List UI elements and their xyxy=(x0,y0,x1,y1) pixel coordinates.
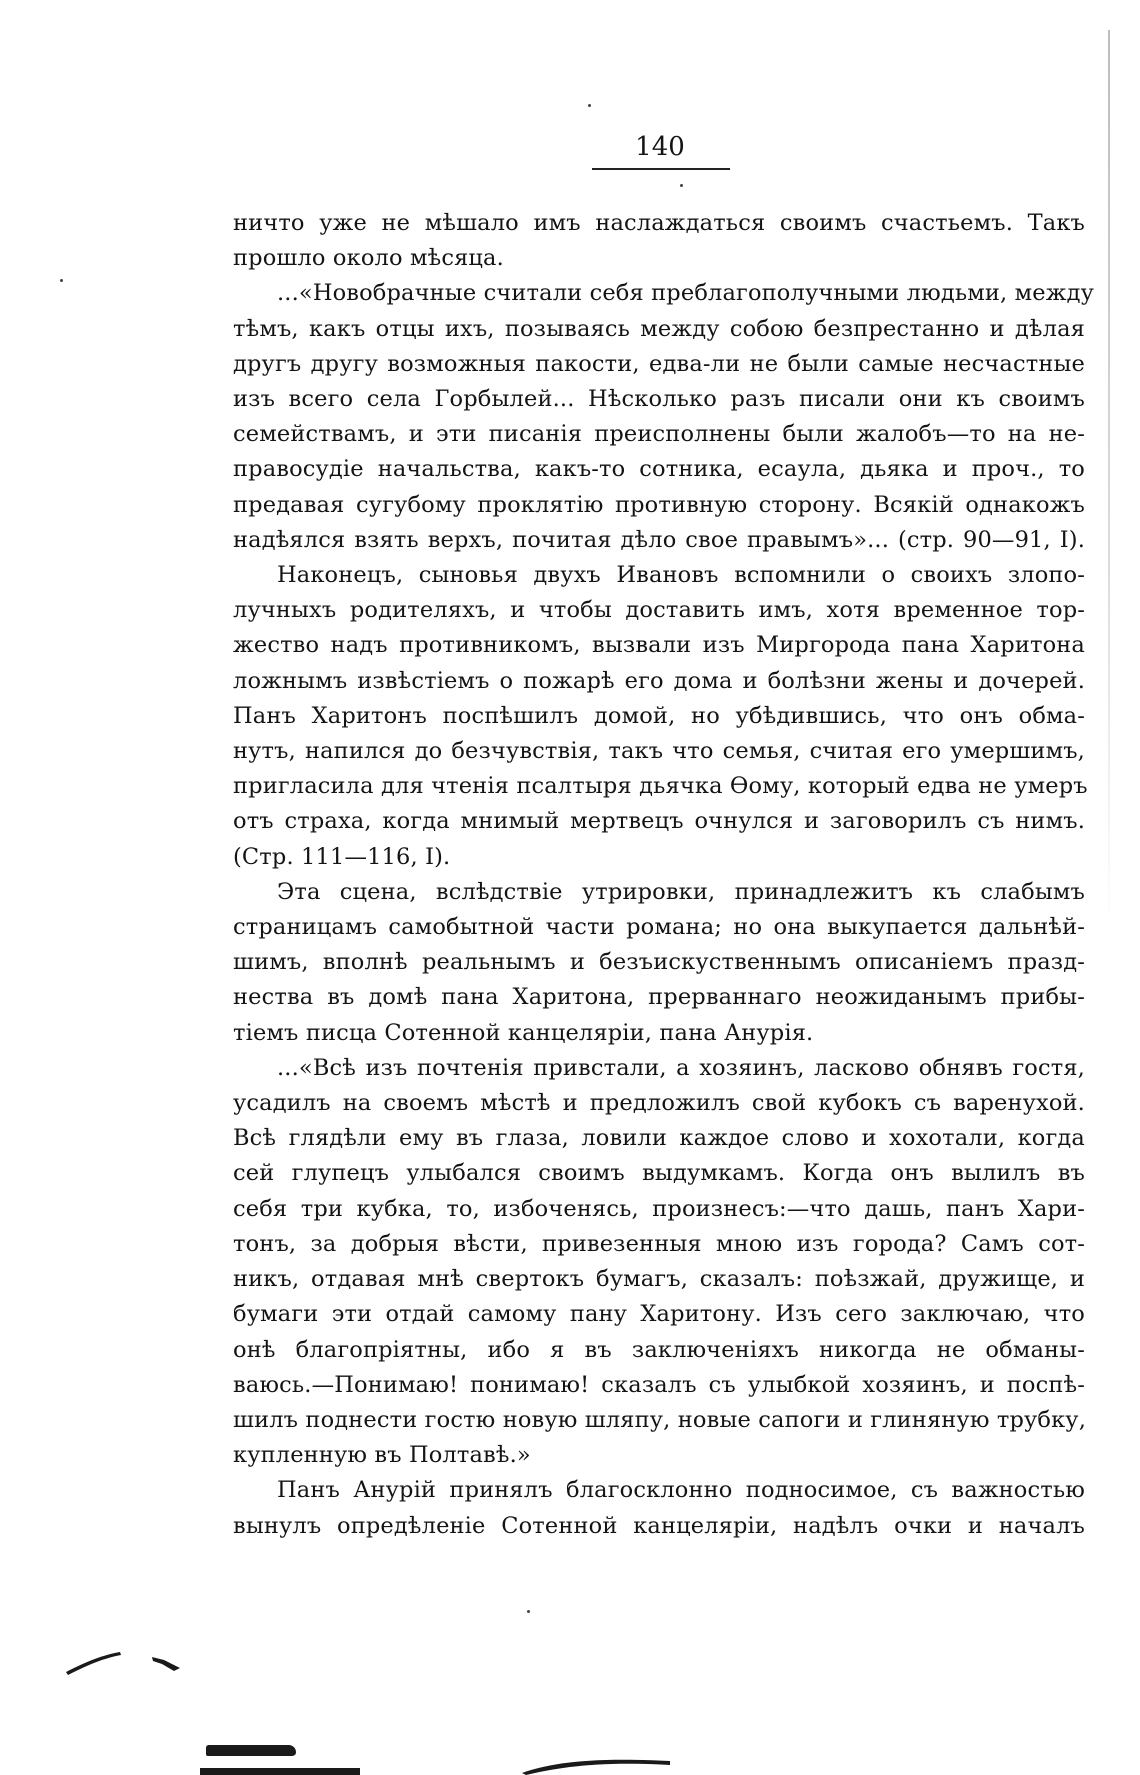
text-line: шимъ, вполнѣ реальнымъ и безъискуственнымъ описаніемъ празд- xyxy=(233,949,1085,976)
text-line: изъ всего села Горбылей... Нѣсколько разъ писали они къ своимъ xyxy=(233,386,1085,413)
scan-speck xyxy=(527,1610,530,1613)
text-line: тонъ, за добрыя вѣсти, привезенныя мною изъ города? Самъ сот- xyxy=(233,1230,1085,1257)
text-line: ...«Всѣ изъ почтенія привстали, а хозяинъ, ласково обнявъ гостя, xyxy=(277,1054,1085,1081)
text-line: прошло около мѣсяца. xyxy=(233,245,504,272)
text-line: Панъ Харитонъ поспѣшилъ домой, но убѣдившись, что онъ обма- xyxy=(233,702,1085,729)
scan-speck xyxy=(60,279,63,282)
scan-bottom-edge xyxy=(200,1768,360,1775)
text-line: усадилъ на своемъ мѣстѣ и предложилъ свой кубокъ съ варенухой. xyxy=(233,1090,1085,1117)
text-line: жество надъ противникомъ, вызвали изъ Миргорода пана Харитона xyxy=(233,632,1085,659)
text-line: Всѣ глядѣли ему въ глаза, ловили каждое слово и хохотали, когда xyxy=(233,1125,1085,1152)
text-line: тѣмъ, какъ отцы ихъ, позываясь между собою безпрестанно и дѣлая xyxy=(233,315,1085,342)
text-line: сей глупецъ улыбался своимъ выдумкамъ. Когда онъ вылилъ въ xyxy=(233,1160,1085,1187)
body-text xyxy=(233,206,1095,1544)
text-line: тіемъ писца Сотенной канцеляріи, пана Анурія. xyxy=(233,1019,814,1046)
text-line: надѣялся взять верхъ, почитая дѣло свое правымъ»... (стр. 90—91, I). xyxy=(233,526,1085,553)
text-line: себя три кубка, то, избоченясь, произнесъ:—что дашь, панъ Хари- xyxy=(233,1195,1085,1222)
scan-speck xyxy=(588,104,591,107)
text-line: семействамъ, и эти писанія преисполнены были жалобъ—то на не- xyxy=(233,421,1085,448)
text-line: (Стр. 111—116, I). xyxy=(233,843,451,870)
text-line: Наконецъ, сыновья двухъ Ивановъ вспомнили о своихъ злопо- xyxy=(277,562,1085,589)
text-line: онѣ благопріятны, ибо я въ заключеніяхъ никогда не обманы- xyxy=(233,1336,1085,1363)
scan-smudge-tail xyxy=(520,1755,680,1775)
text-line: предавая сугубому проклятію противную сторону. Всякій однакожъ xyxy=(233,491,1085,518)
page-edge-line xyxy=(1108,30,1110,930)
text-line: лучныхъ родителяхъ, и чтобы доставить имъ, хотя временное тор- xyxy=(233,597,1085,624)
page-number-underline xyxy=(592,168,730,170)
text-line: купленную въ Полтавѣ.» xyxy=(233,1442,531,1469)
page-number: 140 xyxy=(635,132,685,162)
text-line: ...«Новобрачные считали себя преблагополучными людьми, между xyxy=(277,280,1095,307)
text-line: шилъ поднести гостю новую шляпу, новые сапоги и глиняную трубку, xyxy=(233,1406,1086,1433)
text-line: нества въ домѣ пана Харитона, прерваннаго неожиданымъ прибы- xyxy=(233,984,1085,1011)
text-line: Панъ Анурій принялъ благосклонно подносимое, съ важностью xyxy=(277,1477,1085,1504)
text-line: другъ другу возможныя пакости, едва-ли не были самые несчастные xyxy=(233,350,1085,377)
scan-mark-right xyxy=(150,1654,184,1674)
text-line: пригласила для чтенія псалтыря дьячка Ѳому, который едва не умеръ xyxy=(233,773,1088,800)
text-line: правосудіе начальства, какъ-то сотника, есаула, дьяка и проч., то xyxy=(233,456,1085,483)
scan-mark-left xyxy=(64,1650,124,1676)
text-line: Эта сцена, вслѣдствіе утрировки, принадлежитъ къ слабымъ xyxy=(277,878,1085,905)
text-line: ничто уже не мѣшало имъ наслаждаться своимъ счастьемъ. Такъ xyxy=(233,210,1085,236)
text-line: ложнымъ извѣстіемъ о пожарѣ его дома и болѣзни жены и дочерей. xyxy=(233,667,1085,694)
scan-smudge-bottom xyxy=(206,1745,296,1756)
text-line: страницамъ самобытной части романа; но она выкупается дальнѣй- xyxy=(233,914,1085,941)
text-line: ваюсь.—Понимаю! понимаю! сказалъ съ улыбкой хозяинъ, и поспѣ- xyxy=(233,1371,1085,1398)
text-line: нутъ, напился до безчувствія, такъ что семья, считая его умершимъ, xyxy=(233,738,1085,765)
text-line: вынулъ опредѣленіе Сотенной канцеляріи, надѣлъ очки и началъ xyxy=(233,1512,1085,1539)
text-line: никъ, отдавая мнѣ свертокъ бумагъ, сказалъ: поѣзжай, дружище, и xyxy=(233,1266,1085,1293)
scan-speck xyxy=(680,184,683,187)
text-line: отъ страха, когда мнимый мертвецъ очнулся и заговорилъ съ нимъ. xyxy=(233,808,1085,835)
text-line: бумаги эти отдай самому пану Харитону. Изъ сего заключаю, что xyxy=(233,1301,1085,1328)
